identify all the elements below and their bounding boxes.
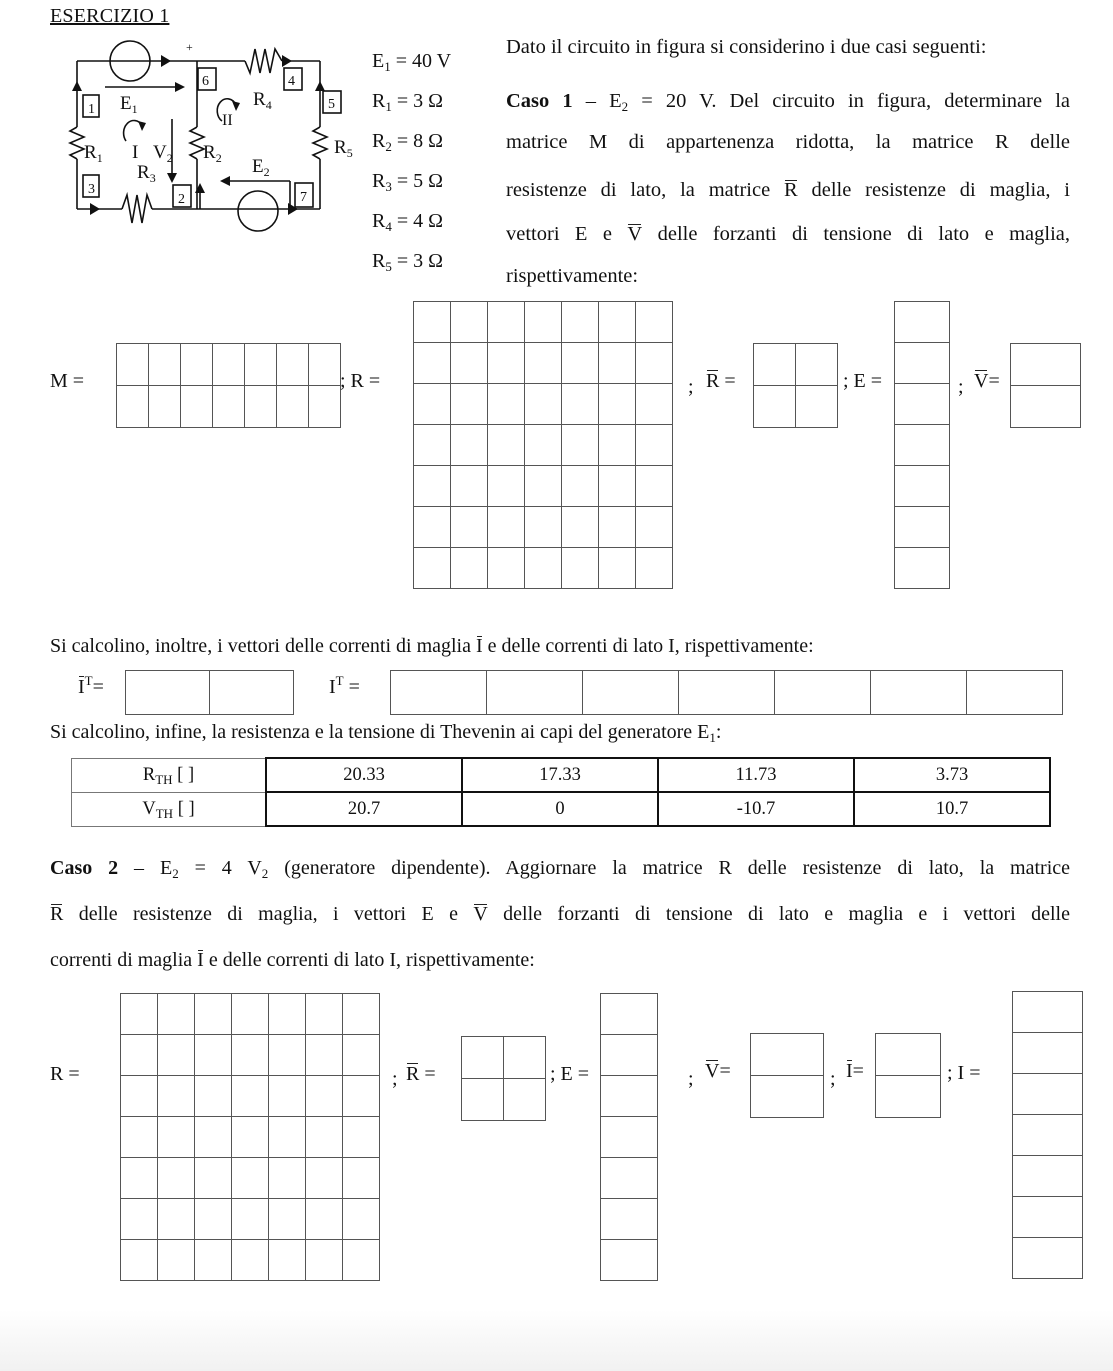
matrix-cell[interactable]: [232, 1158, 269, 1199]
matrix-cell[interactable]: [158, 1076, 195, 1117]
matrix-cell[interactable]: [636, 343, 673, 384]
matrix-rbar-case2: [461, 1036, 546, 1121]
matrix-rbar-case1: [753, 343, 838, 428]
rbar-label-case2: R =: [406, 1063, 436, 1085]
intro-line-6: rispettivamente:: [506, 265, 639, 287]
vector-cell[interactable]: [679, 671, 775, 715]
matrix-cell[interactable]: [306, 1035, 343, 1076]
rbar-sep: ;: [688, 376, 694, 398]
matrix-cell[interactable]: [451, 548, 488, 589]
branch-number-6: 6: [202, 74, 209, 89]
svg-text:E1: $E_1$: [120, 93, 138, 116]
vector-e-case1: [894, 301, 950, 589]
matrix-cell[interactable]: [451, 384, 488, 425]
matrix-cell[interactable]: [601, 1199, 658, 1240]
ibar-t-label: $I^T=$: [78, 673, 104, 698]
matrix-cell[interactable]: [121, 1035, 158, 1076]
matrix-cell[interactable]: [488, 507, 525, 548]
matrix-cell[interactable]: [232, 1076, 269, 1117]
vector-i-t-case1: [390, 670, 1063, 715]
matrix-cell[interactable]: [451, 466, 488, 507]
matrix-cell[interactable]: [269, 1158, 306, 1199]
vbar-sep: ;: [958, 376, 964, 398]
vbar-sep-case2: ;: [688, 1068, 694, 1090]
matrix-cell[interactable]: [306, 1076, 343, 1117]
matrix-cell[interactable]: [525, 425, 562, 466]
matrix-cell[interactable]: [601, 994, 658, 1035]
matrix-cell[interactable]: [525, 302, 562, 343]
matrix-cell[interactable]: [636, 466, 673, 507]
matrix-cell[interactable]: [562, 343, 599, 384]
vbar-label-case2: V=: [705, 1060, 731, 1082]
matrix-cell[interactable]: [121, 1158, 158, 1199]
matrix-cell[interactable]: [195, 1035, 232, 1076]
matrix-cell[interactable]: [414, 384, 451, 425]
matrix-cell[interactable]: [601, 1117, 658, 1158]
matrix-cell[interactable]: [414, 343, 451, 384]
matrix-cell[interactable]: [562, 507, 599, 548]
matrix-cell[interactable]: [158, 1199, 195, 1240]
matrix-cell[interactable]: [525, 343, 562, 384]
matrix-cell[interactable]: [488, 343, 525, 384]
matrix-cell[interactable]: [269, 1117, 306, 1158]
matrix-cell[interactable]: [1013, 1197, 1083, 1238]
vth-option[interactable]: 0: [462, 792, 658, 826]
matrix-cell[interactable]: [121, 994, 158, 1035]
vbar-label: V=: [974, 370, 1000, 392]
matrix-cell[interactable]: [525, 466, 562, 507]
matrix-cell[interactable]: [414, 302, 451, 343]
matrix-cell[interactable]: [306, 1240, 343, 1281]
matrix-cell[interactable]: [121, 1240, 158, 1281]
rth-option[interactable]: 11.73: [658, 758, 854, 792]
e-label: ; E =: [843, 370, 883, 392]
matrix-m: [116, 343, 341, 428]
svg-text:+: +: [186, 40, 193, 54]
matrix-cell[interactable]: [895, 507, 950, 548]
matrix-cell[interactable]: [1013, 1115, 1083, 1156]
matrix-cell[interactable]: [306, 1117, 343, 1158]
matrix-cell[interactable]: [488, 425, 525, 466]
matrix-cell[interactable]: [451, 302, 488, 343]
matrix-cell[interactable]: [195, 1199, 232, 1240]
matrix-cell[interactable]: [488, 466, 525, 507]
value-r2: $R_2 = 8$ Ω: [372, 130, 443, 154]
intro-line-3: matrice M di appartenenza ridotta, la matrice R delle: [506, 131, 1070, 153]
matrix-cell[interactable]: [562, 384, 599, 425]
matrix-cell[interactable]: [343, 1035, 380, 1076]
value-r1: $R_1 = 3$ Ω: [372, 90, 443, 114]
matrix-cell[interactable]: [232, 1240, 269, 1281]
matrix-cell[interactable]: [895, 425, 950, 466]
svg-text:R2: $R_2$: [203, 142, 222, 165]
branch-number-3: 3: [88, 182, 95, 197]
intro-case1-line: Caso $1 - E_2 = 20$ V. Del circuito in figura, determinare la: [506, 90, 1070, 114]
matrix-cell[interactable]: [1013, 1156, 1083, 1197]
matrix-cell[interactable]: [488, 302, 525, 343]
rth-label: $R_{TH}$ [ ]: [72, 758, 267, 792]
matrix-cell[interactable]: [195, 994, 232, 1035]
matrix-cell[interactable]: [232, 1199, 269, 1240]
value-r3: $R_3 = 5$ Ω: [372, 170, 443, 194]
matrix-cell[interactable]: [1013, 1074, 1083, 1115]
matrix-cell[interactable]: [599, 507, 636, 548]
matrix-cell[interactable]: [414, 466, 451, 507]
matrix-cell[interactable]: [414, 548, 451, 589]
matrix-cell[interactable]: [121, 1076, 158, 1117]
rth-option[interactable]: 17.33: [462, 758, 658, 792]
svg-text:R1: $R_1$: [84, 142, 103, 165]
matrix-cell[interactable]: [525, 548, 562, 589]
matrix-cell[interactable]: [158, 994, 195, 1035]
matrix-cell[interactable]: [562, 302, 599, 343]
vector-cell[interactable]: [583, 671, 679, 715]
vector-vbar-case1: [1010, 343, 1081, 428]
vth-row: [72, 792, 1051, 826]
case2-line-1: Caso $2 - E_2 = 4$ $V_2$ (generatore dipendente). Aggiornare la matrice R delle resistenze di lato, la matrice: [50, 857, 1070, 881]
matrix-cell[interactable]: [306, 994, 343, 1035]
rth-option[interactable]: 3.73: [854, 758, 1050, 792]
matrix-cell[interactable]: [195, 1158, 232, 1199]
rbar-sep-case2: ;: [392, 1068, 398, 1090]
matrix-cell[interactable]: [599, 302, 636, 343]
svg-text:R4: $R_4$: [253, 89, 272, 112]
svg-text:V2: $V_2$: [153, 142, 173, 165]
svg-text:II: II: [222, 112, 233, 129]
matrix-cell[interactable]: [562, 425, 599, 466]
r-label-case2: R =: [50, 1063, 80, 1085]
branch-number-5: 5: [328, 97, 335, 112]
matrix-cell[interactable]: [525, 507, 562, 548]
matrix-cell[interactable]: [269, 1199, 306, 1240]
case2-line-2: R delle resistenze di maglia, i vettori E e V delle forzanti di tensione di lato e maglia e i vettori delle: [50, 903, 1070, 925]
matrix-cell[interactable]: [158, 1035, 195, 1076]
value-r4: $R_4 = 4$ Ω: [372, 210, 443, 234]
vector-cell[interactable]: [871, 671, 967, 715]
vector-cell[interactable]: [391, 671, 487, 715]
matrix-cell[interactable]: [451, 343, 488, 384]
intro-line-4: resistenze di lato, la matrice R delle resistenze di maglia, i: [506, 179, 1070, 201]
svg-text:E2: $E_2$: [252, 156, 270, 179]
thevenin-text: Si calcolino, infine, la resistenza e la tensione di Thevenin ai capi del generatore $E_1$:: [50, 721, 722, 745]
vth-option[interactable]: 10.7: [854, 792, 1050, 826]
matrix-cell[interactable]: [343, 1076, 380, 1117]
vth-label: $V_{TH}$ [ ]: [72, 792, 267, 826]
vector-ibar-t-case1: [125, 670, 294, 715]
matrix-cell[interactable]: [636, 425, 673, 466]
matrix-cell[interactable]: [599, 384, 636, 425]
intro-line-5: vettori E e V delle forzanti di tensione di lato e maglia,: [506, 223, 1070, 245]
matrix-cell[interactable]: [451, 425, 488, 466]
matrix-cell[interactable]: [895, 384, 950, 425]
matrix-cell[interactable]: [195, 1117, 232, 1158]
matrix-cell[interactable]: [343, 994, 380, 1035]
currents-text: Si calcolino, inoltre, i vettori delle correnti di maglia I e delle correnti di lato I, rispettivamente:: [50, 635, 814, 657]
vector-ibar-case2: [875, 1033, 941, 1118]
exercise-title: ESERCIZIO 1: [50, 5, 170, 27]
vth-option[interactable]: -10.7: [658, 792, 854, 826]
matrix-cell[interactable]: [562, 466, 599, 507]
rth-row: [72, 758, 1051, 792]
matrix-cell[interactable]: [269, 1240, 306, 1281]
matrix-cell[interactable]: [636, 384, 673, 425]
matrix-cell[interactable]: [1013, 992, 1083, 1033]
thevenin-table: [71, 757, 1051, 827]
matrix-cell[interactable]: [121, 1199, 158, 1240]
matrix-cell[interactable]: [232, 1117, 269, 1158]
vector-cell[interactable]: [487, 671, 583, 715]
branch-number-1: 1: [88, 102, 95, 117]
matrix-cell[interactable]: [158, 1240, 195, 1281]
branch-number-7: 7: [300, 190, 307, 205]
rbar-label: R =: [706, 370, 736, 392]
m-label: M =: [50, 370, 85, 392]
matrix-cell[interactable]: [895, 302, 950, 343]
matrix-cell[interactable]: [269, 994, 306, 1035]
matrix-cell[interactable]: [562, 548, 599, 589]
matrix-cell[interactable]: [195, 1240, 232, 1281]
value-e1: $E_1 = 40$ V: [372, 50, 452, 74]
branch-number-4: 4: [288, 74, 295, 89]
vector-vbar-case2: [750, 1033, 824, 1118]
case2-line-3: correnti di maglia I e delle correnti di lato I, rispettivamente:: [50, 949, 535, 971]
vector-cell[interactable]: [775, 671, 871, 715]
matrix-cell[interactable]: [1013, 1238, 1083, 1279]
matrix-cell[interactable]: [895, 548, 950, 589]
matrix-cell[interactable]: [895, 343, 950, 384]
matrix-cell[interactable]: [601, 1240, 658, 1281]
matrix-cell[interactable]: [414, 507, 451, 548]
ibar-sep-case2: ;: [830, 1068, 836, 1090]
matrix-cell[interactable]: [306, 1158, 343, 1199]
matrix-cell[interactable]: [599, 548, 636, 589]
matrix-r-case1: [413, 301, 673, 589]
svg-text:R5: $R_5$: [334, 137, 353, 160]
matrix-cell[interactable]: [343, 1240, 380, 1281]
matrix-cell[interactable]: [306, 1199, 343, 1240]
matrix-cell[interactable]: [488, 384, 525, 425]
matrix-cell[interactable]: [895, 466, 950, 507]
matrix-cell[interactable]: [343, 1199, 380, 1240]
matrix-cell[interactable]: [599, 343, 636, 384]
matrix-cell[interactable]: [195, 1076, 232, 1117]
matrix-cell[interactable]: [343, 1158, 380, 1199]
matrix-cell[interactable]: [601, 1158, 658, 1199]
vector-cell[interactable]: [967, 671, 1063, 715]
matrix-cell[interactable]: [599, 466, 636, 507]
matrix-cell[interactable]: [601, 1076, 658, 1117]
i-label-case2: ; I =: [947, 1062, 981, 1084]
matrix-cell[interactable]: [599, 425, 636, 466]
matrix-cell[interactable]: [343, 1117, 380, 1158]
vector-e-case2: [600, 993, 658, 1281]
intro-line-1: Dato il circuito in figura si considerino i due casi seguenti:: [506, 36, 987, 58]
vth-option[interactable]: 20.7: [266, 792, 462, 826]
matrix-cell[interactable]: [636, 302, 673, 343]
matrix-cell[interactable]: [158, 1158, 195, 1199]
matrix-cell[interactable]: [636, 507, 673, 548]
matrix-cell[interactable]: [488, 548, 525, 589]
svg-text:I: I: [132, 142, 139, 163]
matrix-cell[interactable]: [636, 548, 673, 589]
component-values: [372, 41, 451, 281]
matrix-r-case2: [120, 993, 380, 1281]
ibar-label-case2: I=: [846, 1060, 864, 1082]
r-label: ; R =: [340, 370, 381, 392]
matrix-cell[interactable]: [269, 1035, 306, 1076]
circuit-diagram: [50, 33, 370, 238]
vector-i-case2: [1012, 991, 1083, 1279]
matrix-cell[interactable]: [232, 1035, 269, 1076]
matrix-cell[interactable]: [1013, 1033, 1083, 1074]
matrix-cell[interactable]: [269, 1076, 306, 1117]
branch-number-2: 2: [178, 192, 185, 207]
value-r5: $R_5 = 3$ Ω: [372, 250, 443, 274]
rth-option[interactable]: 20.33: [266, 758, 462, 792]
matrix-cell[interactable]: [601, 1035, 658, 1076]
matrix-cell[interactable]: [121, 1117, 158, 1158]
svg-text:R3: $R_3$: [137, 162, 156, 185]
matrix-cell[interactable]: [158, 1117, 195, 1158]
matrix-cell[interactable]: [451, 507, 488, 548]
matrix-cell[interactable]: [525, 384, 562, 425]
i-t-label: $I^T$ =: [329, 673, 360, 698]
matrix-cell[interactable]: [232, 994, 269, 1035]
e-label-case2: ; E =: [550, 1063, 590, 1085]
matrix-cell[interactable]: [414, 425, 451, 466]
